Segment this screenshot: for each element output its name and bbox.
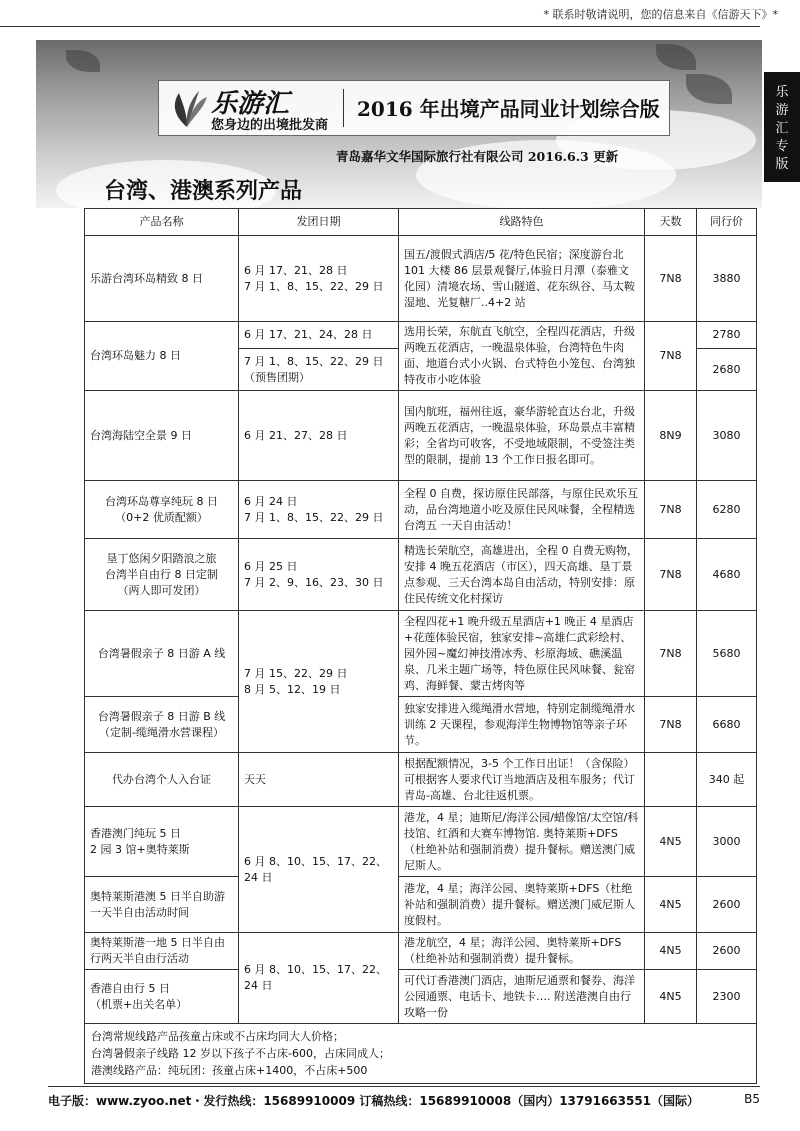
brand-name: 乐游汇 [211,89,290,119]
leaf-shape [66,50,100,72]
top-divider [0,26,760,27]
tour-days: 4N5 [645,970,697,1024]
tour-days: 7N8 [645,539,697,611]
table-row [85,611,757,697]
product-name: 垦丁悠闲夕阳踏浪之旅 台湾半自由行 8 日定制 （两人即可发团） [85,539,239,611]
route-features: 根据配额情况，3-5 个工作日出证！（含保险）可根据客人要求代订当地酒店及租车服务；代订青岛-高雄、台北往返机票。 [399,753,645,807]
route-features: 独家安排进入缆绳滑水营地，特别定制缆绳滑水训练 2 天课程，参观海洋生物博物馆等亲子环节。 [399,697,645,753]
product-name: 台湾环岛魅力 8 日 [85,322,239,391]
tour-dates: 6 月 17、21、28 日 7 月 1、8、15、22、29 日 [239,236,399,322]
tour-days: 7N8 [645,611,697,697]
tour-dates: 天天 [239,753,399,807]
trade-price: 2600 [697,933,757,970]
table-row [85,539,757,611]
product-name: 台湾海陆空全景 9 日 [85,391,239,481]
table-row [85,236,757,322]
section-title: 台湾、港澳系列产品 [104,178,303,204]
table-row [85,391,757,481]
product-name: 香港自由行 5 日 （机票+出关名单） [85,970,239,1024]
tour-dates: 6 月 25 日 7 月 2、9、16、23、30 日 [239,539,399,611]
table-row [85,753,757,807]
tour-days: 4N5 [645,807,697,877]
trade-price: 4680 [697,539,757,611]
tour-dates: 6 月 17、21、24、28 日 [239,322,399,349]
trade-price: 3880 [697,236,757,322]
tour-dates: 7 月 1、8、15、22、29 日（预售团期） [239,349,399,391]
header-cell: 同行价 [697,209,757,236]
trade-price: 2300 [697,970,757,1024]
tour-days: 7N8 [645,481,697,539]
header-cell: 产品名称 [85,209,239,236]
footer [48,1092,760,1109]
route-features: 国内航班，福州往返，豪华游轮直达台北，升级两晚五花酒店，一晚温泉体验，环岛景点丰富精彩；全省均可收客，不受地域限制，不受签注类型的限制，提前 13 个工作日报名即可。 [399,391,645,481]
edition-title: 2016 年出境产品同业计划综合版 [357,97,660,121]
route-features: 港龙航空，4 星；海洋公园、奥特莱斯+DFS（杜绝补站和强制消费）提升餐标。 [399,933,645,970]
header-cell: 发团日期 [239,209,399,236]
product-name: 台湾暑假亲子 8 日游 B 线 （定制-缆绳滑水营课程） [85,697,239,753]
trade-price: 3080 [697,391,757,481]
product-name: 香港澳门纯玩 5 日 2 园 3 馆+奥特莱斯 [85,807,239,877]
page-number: B5 [744,1092,760,1106]
route-features: 全程四花+1 晚升级五星酒店+1 晚正 4 星酒店+花莲体验民宿，独家安排~高雄仁武彩绘村、园外园~魔幻神技滑冰秀、杉原海域、礁溪温泉、几米主题广场等，特色原住民风味餐、瓮窑鸡、海鲜餐、蒙古烤肉等 [399,611,645,697]
tour-dates: 6 月 8、10、15、17、22、24 日 [239,807,399,933]
product-table [84,208,757,1084]
side-tab-char: 汇 [775,121,789,136]
logo-divider [343,89,344,127]
product-name: 台湾暑假亲子 8 日游 A 线 [85,611,239,697]
table-row [85,877,757,933]
route-features: 全程 0 自费，探访原住民部落，与原住民欢乐互动，品台湾地道小吃及原住民风味餐，全程精选台湾五 一天自由活动！ [399,481,645,539]
route-features: 精选长荣航空，高雄进出，全程 0 自费无购物，安排 4 晚五花酒店（市区），四天高雄、垦丁景点参观、三天台湾本岛自由活动，特别安排：原住民传统文化村探访 [399,539,645,611]
tour-days: 7N8 [645,697,697,753]
trade-price: 6280 [697,481,757,539]
side-tab-char: 版 [775,157,789,172]
table-row [85,970,757,1024]
top-note: * 联系时敬请说明，您的信息来自《信游天下》* [543,8,778,21]
trade-price: 3000 [697,807,757,877]
leaf-shape [656,44,696,70]
product-name: 代办台湾个人入台证 [85,753,239,807]
tour-dates: 7 月 15、22、29 日 8 月 5、12、19 日 [239,611,399,753]
product-name: 奥特莱斯港澳 5 日半自助游一天半自由活动时间 [85,877,239,933]
tour-days: 4N5 [645,933,697,970]
trade-price: 5680 [697,611,757,697]
table-row [85,807,757,877]
brand-tagline: 您身边的出境批发商 [211,118,329,133]
side-tab-char: 游 [775,103,789,118]
table-header-row [85,209,757,236]
side-tab-char: 乐 [775,85,789,100]
trade-price: 2780 [697,322,757,349]
tour-dates: 6 月 8、10、15、17、22、24 日 [239,933,399,1024]
product-name: 乐游台湾环岛精致 8 日 [85,236,239,322]
route-features: 港龙，4 星；海洋公园、奥特莱斯+DFS（杜绝补站和强制消费）提升餐标。赠送澳门威尼斯人度假村。 [399,877,645,933]
tour-days: 8N9 [645,391,697,481]
notes-row [85,1024,757,1084]
publisher-line: 青岛嘉华文华国际旅行社有限公司 2016.6.3 更新 [336,149,619,164]
tour-dates: 6 月 24 日 7 月 1、8、15、22、29 日 [239,481,399,539]
product-name: 奥特莱斯港一地 5 日半自由行两天半自由行活动 [85,933,239,970]
header-cell: 线路特色 [399,209,645,236]
logo-mark-icon [165,87,209,129]
logo-box [158,80,670,136]
route-features: 港龙，4 星；迪斯尼/海洋公园/蜡像馆/太空馆/科技馆、红酒和大赛车博物馆. 奥特莱斯+DFS（杜绝补站和强制消费）提升餐标。赠送澳门威尼斯人。 [399,807,645,877]
side-tab [764,72,800,182]
route-features: 可代订香港澳门酒店，迪斯尼通票和餐券、海洋公园通票、电话卡、地铁卡…. 附送港澳自由行攻略一份 [399,970,645,1024]
route-features: 国五/渡假式酒店/5 花/特色民宿；深度游台北 101 大楼 86 层景观餐厅,体验日月潭（泰雅文化园）清境农场、雪山隧道、花东纵谷、马太鞍湿地、光复糖厂..4+2 站 [399,236,645,322]
side-tab-char: 专 [775,139,789,154]
trade-price: 340 起 [697,753,757,807]
tour-days: 4N5 [645,877,697,933]
pricing-notes: 台湾常规线路产品孩童占床或不占床均同大人价格； 台湾暑假亲子线路 12 岁以下孩子不占床-600，占床同成人； 港澳线路产品：纯玩团：孩童占床+1400，不占床+500 [85,1024,757,1084]
route-features: 选用长荣，东航直飞航空，全程四花酒店，升级两晚五花酒店，一晚温泉体验，台湾特色牛肉面、地道台式小火锅、台式特色小笼包、台湾独特夜市小吃体验 [399,322,645,391]
tour-days: 7N8 [645,322,697,391]
tour-days: 7N8 [645,236,697,322]
footer-contact: 电子版：www.zyoo.net・发行热线：15689910009 订稿热线：15689910008（国内）13791663551（国际） [48,1094,700,1108]
tour-days [645,753,697,807]
footer-divider [48,1086,760,1087]
leaf-shape [686,74,732,104]
trade-price: 2680 [697,349,757,391]
trade-price: 2600 [697,877,757,933]
tour-dates: 6 月 21、27、28 日 [239,391,399,481]
product-name: 台湾环岛尊享纯玩 8 日 （0+2 优质配额） [85,481,239,539]
table-row [85,481,757,539]
header-cell: 天数 [645,209,697,236]
table-row [85,697,757,753]
table-row [85,322,757,349]
trade-price: 6680 [697,697,757,753]
table-row [85,933,757,970]
